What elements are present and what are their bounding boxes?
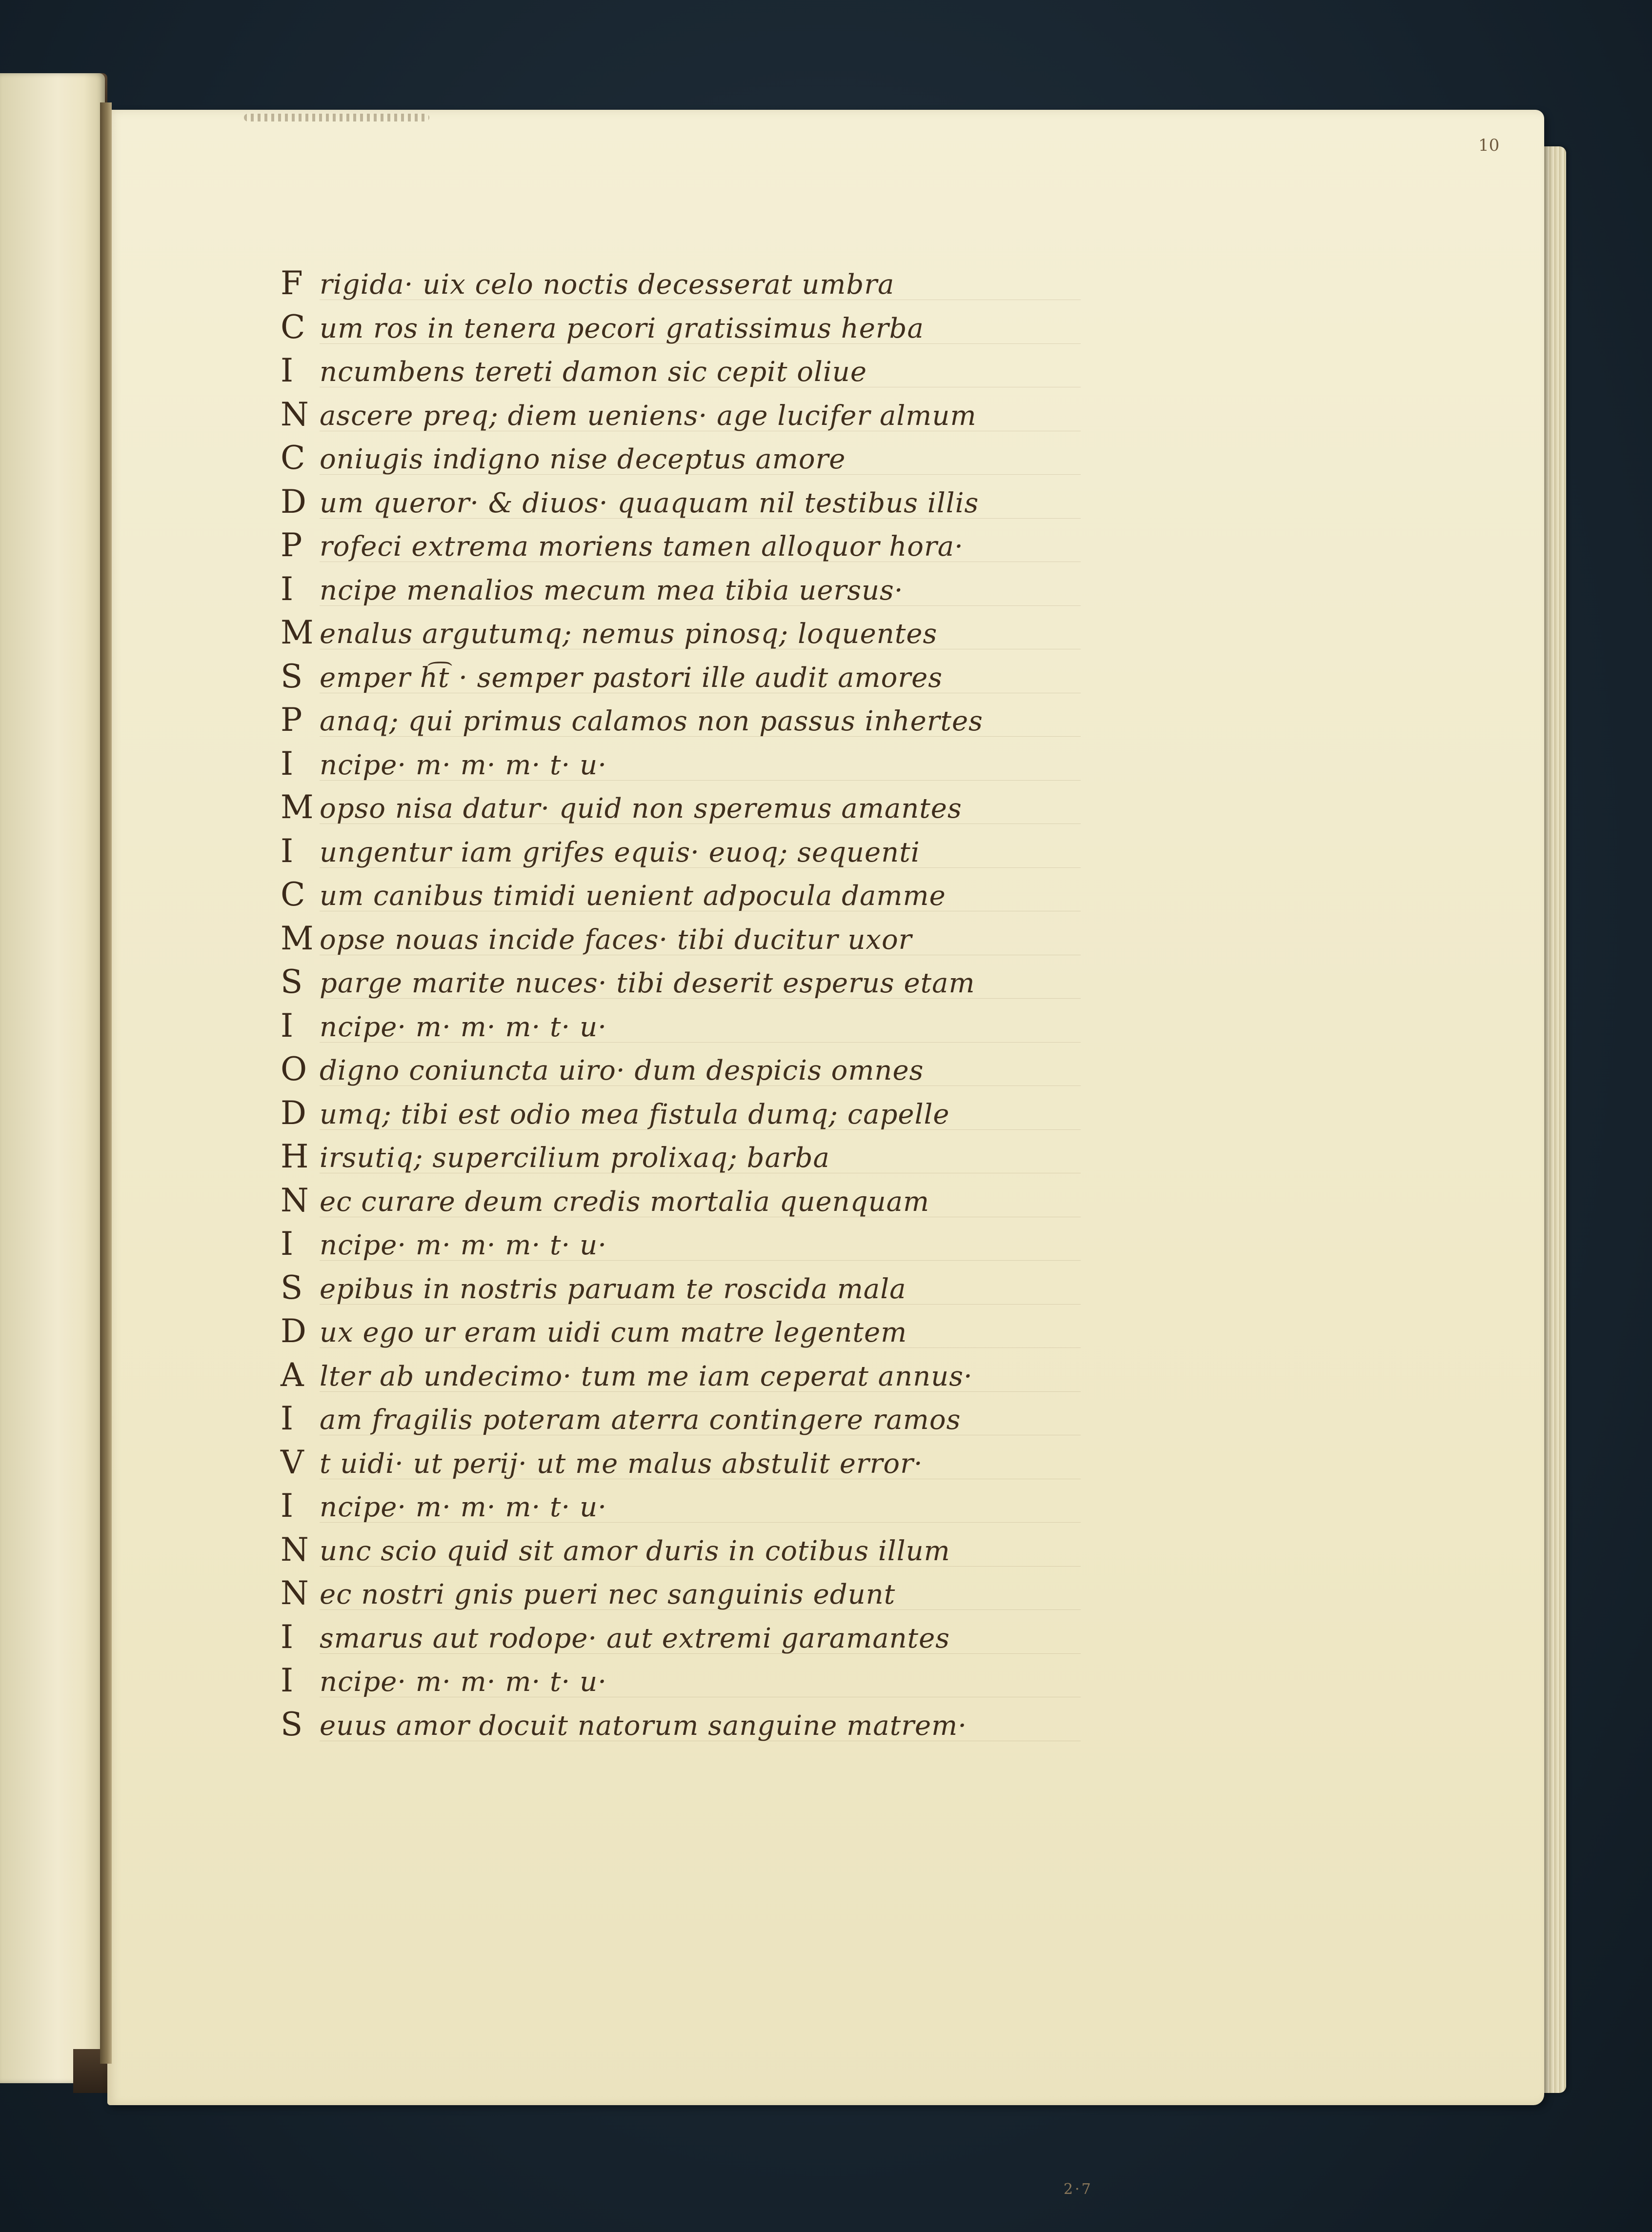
verse-initial: P (281, 526, 302, 564)
verse-text: ncipe menalios mecum mea tibia uersus· (320, 574, 904, 606)
verse-initial: V (281, 1443, 304, 1481)
verse-initial: I (281, 744, 294, 783)
ruling-line (320, 1304, 1081, 1305)
verse-initial: C (281, 439, 305, 477)
verse-text: umq; tibi est odio mea fistula dumq; capelle (320, 1098, 950, 1130)
verse-text: emper h͡t · semper pastori ille audit amores (320, 662, 943, 694)
verse-initial: I (281, 1225, 294, 1263)
verse-text: ec curare deum credis mortalia quenquam (320, 1186, 930, 1218)
verse-initial: M (281, 788, 314, 826)
verse-text: euus amor docuit natorum sanguine matrem· (320, 1709, 967, 1742)
verse-initial: A (281, 1356, 304, 1394)
ruling-line (320, 867, 1081, 868)
verse-initial: C (281, 308, 305, 346)
verse-initial: I (281, 1618, 294, 1656)
verse-initial: S (281, 1705, 303, 1743)
verse-initial: I (281, 570, 294, 608)
verse-text: unc scio quid sit amor duris in cotibus illum (320, 1535, 950, 1567)
verse-text: ncipe· m· m· m· t· u· (320, 1491, 607, 1523)
verse-text: digno coniuncta uiro· dum despicis omnes (320, 1055, 924, 1086)
ruling-line (320, 1653, 1081, 1654)
ruling-line (320, 1042, 1081, 1043)
verse-text: epibus in nostris paruam te roscida mala (320, 1273, 907, 1305)
verse-initial: I (281, 1400, 294, 1437)
ruling-line (320, 1566, 1081, 1567)
verse-initial: M (281, 614, 314, 651)
ruling-line (320, 605, 1081, 606)
ruling-line (320, 1260, 1081, 1261)
verse-text: ascere preq; diem ueniens· age lucifer almum (320, 400, 977, 432)
ruling-line (320, 736, 1081, 737)
verse-initial: M (281, 919, 314, 957)
verse-initial: S (281, 1268, 303, 1307)
ruling-line (320, 474, 1081, 475)
verse-text: um ros in tenera pecori gratissimus herba (320, 312, 924, 344)
verse-text: opse nouas incide faces· tibi ducitur uxor (320, 924, 912, 956)
verse-text: parge marite nuces· tibi deserit esperus etam (320, 967, 975, 999)
verse-text: smarus aut rodope· aut extremi garamantes (320, 1622, 950, 1654)
gutter-shadow (100, 102, 112, 2064)
verse-initial: O (281, 1050, 307, 1088)
verse-initial: C (281, 876, 305, 913)
verse-initial: D (281, 483, 306, 521)
verse-initial: F (281, 264, 303, 302)
verse-text: enalus argutumq; nemus pinosq; loquentes (320, 618, 938, 650)
verse-text: ncipe· m· m· m· t· u· (320, 749, 607, 781)
verse-initial: I (281, 1006, 294, 1045)
folio-number: 10 (1478, 136, 1500, 155)
verse-initial: I (281, 1662, 294, 1699)
verse-text: ncipe· m· m· m· t· u· (320, 1229, 607, 1261)
ruling-line (320, 1347, 1081, 1348)
verse-text: rofeci extrema moriens tamen alloquor hora· (320, 531, 964, 563)
verse-text: anaq; qui primus calamos non passus inhertes (320, 705, 983, 737)
verse-initial: S (281, 963, 303, 1001)
verse-initial: I (281, 1487, 294, 1525)
verse-text: am fragilis poteram aterra contingere ramos (320, 1404, 961, 1436)
verse-text: um queror· & diuos· quaquam nil testibus illis (320, 487, 979, 519)
verse-text: um canibus timidi uenient adpocula damme (320, 880, 946, 912)
bottom-catchmark: 2·7 (1064, 2181, 1093, 2198)
verse-text: ncipe· m· m· m· t· u· (320, 1011, 607, 1043)
verse-text: opso nisa datur· quid non speremus amantes (320, 793, 962, 824)
verse-text: t uidi· ut perij· ut me malus abstulit error· (320, 1448, 923, 1480)
verse-text: oniugis indigno nise deceptus amore (320, 443, 846, 475)
verse-text: lter ab undecimo· tum me iam ceperat annus· (320, 1360, 973, 1392)
verse-text: rigida· uix celo noctis decesserat umbra (320, 269, 895, 301)
verse-initial: S (281, 657, 303, 695)
verse-initial: N (281, 1181, 309, 1219)
ruling-line (320, 343, 1081, 344)
ruling-line (320, 998, 1081, 999)
ruling-line (320, 1522, 1081, 1523)
ruling-line (320, 518, 1081, 519)
verse-text: irsutiq; supercilium prolixaq; barba (320, 1142, 830, 1174)
verse-initial: N (281, 1574, 309, 1612)
verse-initial: D (281, 1312, 306, 1350)
verse-text: ncumbens tereti damon sic cepit oliue (320, 356, 867, 388)
verse-initial: I (281, 832, 294, 870)
verse-initial: I (281, 352, 294, 389)
verse-initial: P (281, 701, 302, 739)
verse-text: ux ego ur eram uidi cum matre legentem (320, 1317, 907, 1348)
ruling-line (320, 1391, 1081, 1392)
verse-text: ncipe· m· m· m· t· u· (320, 1666, 607, 1698)
verse-initial: D (281, 1094, 306, 1132)
ruling-line (320, 780, 1081, 781)
ruling-line (320, 1129, 1081, 1130)
verse-initial: N (281, 395, 309, 433)
verse-text: ungentur iam grifes equis· euoq; sequenti (320, 836, 920, 868)
top-margin-marks (244, 114, 429, 121)
verse-initial: H (281, 1138, 309, 1175)
left-page-edge (0, 73, 105, 2083)
ruling-line (320, 1609, 1081, 1610)
verse-text: ec nostri gnis pueri nec sanguinis edunt (320, 1579, 896, 1610)
verse-initial: N (281, 1530, 309, 1568)
